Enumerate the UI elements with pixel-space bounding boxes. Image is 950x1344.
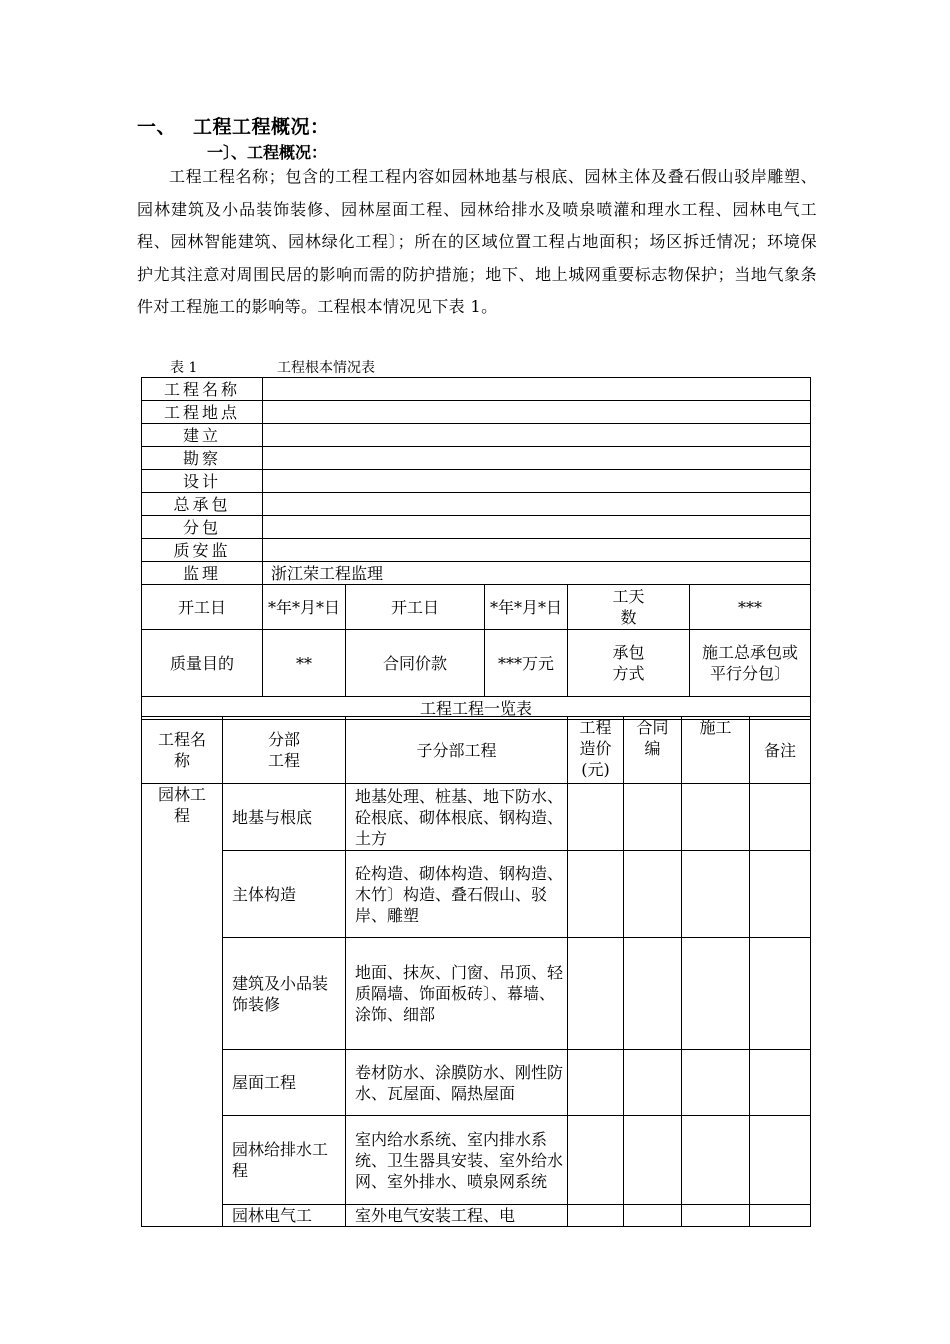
division-cell: 主体构造 [223, 851, 346, 938]
header-cost: 工程造价(元) [568, 717, 624, 784]
remarks-cell [750, 1205, 811, 1227]
contract-cell [624, 1116, 682, 1205]
info-label: 分包 [142, 516, 263, 539]
header-row [142, 717, 811, 784]
info-row [142, 447, 811, 470]
info-row [142, 516, 811, 539]
table-title: 工程根本情况表 [277, 360, 375, 376]
subdivision-cell: 卷材防水、涂膜防水、刚性防水、瓦屋面、隔热屋面 [346, 1050, 568, 1116]
info-row [142, 401, 811, 424]
info-label: 工程地点 [142, 401, 263, 424]
quality-label: 质量目的 [142, 630, 263, 697]
table-row [142, 1050, 811, 1116]
info-label: 监理 [142, 562, 263, 585]
quality-row [142, 630, 811, 697]
project-items-table [141, 716, 811, 1227]
info-label: 建立 [142, 424, 263, 447]
remarks-cell [750, 938, 811, 1050]
construction-cell [682, 938, 750, 1050]
info-row [142, 424, 811, 447]
info-row [142, 378, 811, 401]
info-row [142, 562, 811, 585]
info-label: 勘察 [142, 447, 263, 470]
table-row [142, 1116, 811, 1205]
table-row [142, 1205, 811, 1227]
table-row [142, 784, 811, 851]
section-number: 一、 [137, 116, 177, 138]
contract-cell [624, 1205, 682, 1227]
header-subdivision: 子分部工程 [346, 717, 568, 784]
header-construction: 施工 [682, 717, 750, 784]
section-heading [137, 112, 330, 139]
contract-price-value: ***万元 [485, 630, 568, 697]
section-title: 工程工程概况： [193, 116, 330, 138]
subdivision-cell: 砼构造、砌体构造、钢构造、木竹〕构造、叠石假山、驳岸、雕塑 [346, 851, 568, 938]
info-value [263, 424, 811, 447]
contract-price-label: 合同价款 [346, 630, 485, 697]
construction-cell [682, 1116, 750, 1205]
contract-cell [624, 784, 682, 851]
division-cell: 地基与根底 [223, 784, 346, 851]
construction-cell [682, 1050, 750, 1116]
start-date-value-2: *年*月*日 [485, 585, 568, 630]
subsection-heading: 一〕、工程概况： [207, 143, 328, 162]
info-value [263, 470, 811, 493]
info-value [263, 539, 811, 562]
contract-cell [624, 1050, 682, 1116]
cost-cell [568, 784, 624, 851]
info-value [263, 516, 811, 539]
remarks-cell [750, 851, 811, 938]
info-row [142, 539, 811, 562]
table-row [142, 938, 811, 1050]
overview-paragraph: 工程工程名称；包含的工程工程内容如园林地基与根底、园林主体及叠石假山驳岸雕塑、园林建筑及小品装饰装修、园林屋面工程、园林给排水及喷泉喷灌和理水工程、园林电气工程、园林智能建筑、园林绿化工程〕；所在的区域位置工程占地面积；场区拆迁情况；环境保护尤其注意对周围民居的影响而需的防护措施；地下、地上城网重要标志物保护；当地气象条件对工程施工的影响等。工程根本情况见下表 1。 [137, 167, 817, 316]
workdays-value: *** [690, 585, 811, 630]
info-value [263, 447, 811, 470]
contract-cell [624, 851, 682, 938]
division-cell: 园林给排水工程 [223, 1116, 346, 1205]
header-remarks: 备注 [750, 717, 811, 784]
contract-cell [624, 938, 682, 1050]
info-label: 总承包 [142, 493, 263, 516]
header-division: 分部工程 [223, 717, 346, 784]
cost-cell [568, 938, 624, 1050]
info-value [263, 493, 811, 516]
subdivision-cell: 地面、抹灰、门窗、吊顶、轻质隔墙、饰面板砖〕、幕墙、涂饰、细部 [346, 938, 568, 1050]
cost-cell [568, 1050, 624, 1116]
subdivision-cell: 地基处理、桩基、地下防水、砼根底、砌体根底、钢构造、土方 [346, 784, 568, 851]
subdivision-cell: 室内给水系统、室内排水系统、卫生器具安装、室外给水网、室外排水、喷泉网系统 [346, 1116, 568, 1205]
cost-cell [568, 851, 624, 938]
remarks-cell [750, 1116, 811, 1205]
info-value [263, 378, 811, 401]
quality-value: ** [263, 630, 346, 697]
supervisor-value: 浙江荣工程监理 [263, 562, 811, 585]
table-row [142, 851, 811, 938]
info-row [142, 493, 811, 516]
project-info-table [141, 377, 811, 720]
division-cell: 屋面工程 [223, 1050, 346, 1116]
info-label: 工程名称 [142, 378, 263, 401]
overview-title: 工程工程一览表 [142, 697, 811, 720]
info-value [263, 401, 811, 424]
division-cell: 建筑及小品装饰装修 [223, 938, 346, 1050]
subdivision-cell: 室外电气安装工程、电 [346, 1205, 568, 1227]
header-contract: 合同编 [624, 717, 682, 784]
start-date-label: 开工日 [142, 585, 263, 630]
start-date-label-2: 开工日 [346, 585, 485, 630]
info-label: 设计 [142, 470, 263, 493]
project-name-cell: 园林工程 [142, 784, 223, 1227]
header-project: 工程名称 [142, 717, 223, 784]
construction-cell [682, 851, 750, 938]
workdays-label: 工天数 [568, 585, 690, 630]
contract-mode-label: 承包方式 [568, 630, 690, 697]
contract-mode-value: 施工总承包或平行分包〕 [690, 630, 811, 697]
division-cell: 园林电气工 [223, 1205, 346, 1227]
cost-cell [568, 1116, 624, 1205]
remarks-cell [750, 1050, 811, 1116]
cost-cell [568, 1205, 624, 1227]
start-date-row [142, 585, 811, 630]
construction-cell [682, 784, 750, 851]
remarks-cell [750, 784, 811, 851]
construction-cell [682, 1205, 750, 1227]
table-number: 表 1 [170, 360, 198, 376]
info-row [142, 470, 811, 493]
start-date-value: *年*月*日 [263, 585, 346, 630]
info-label: 质安监 [142, 539, 263, 562]
